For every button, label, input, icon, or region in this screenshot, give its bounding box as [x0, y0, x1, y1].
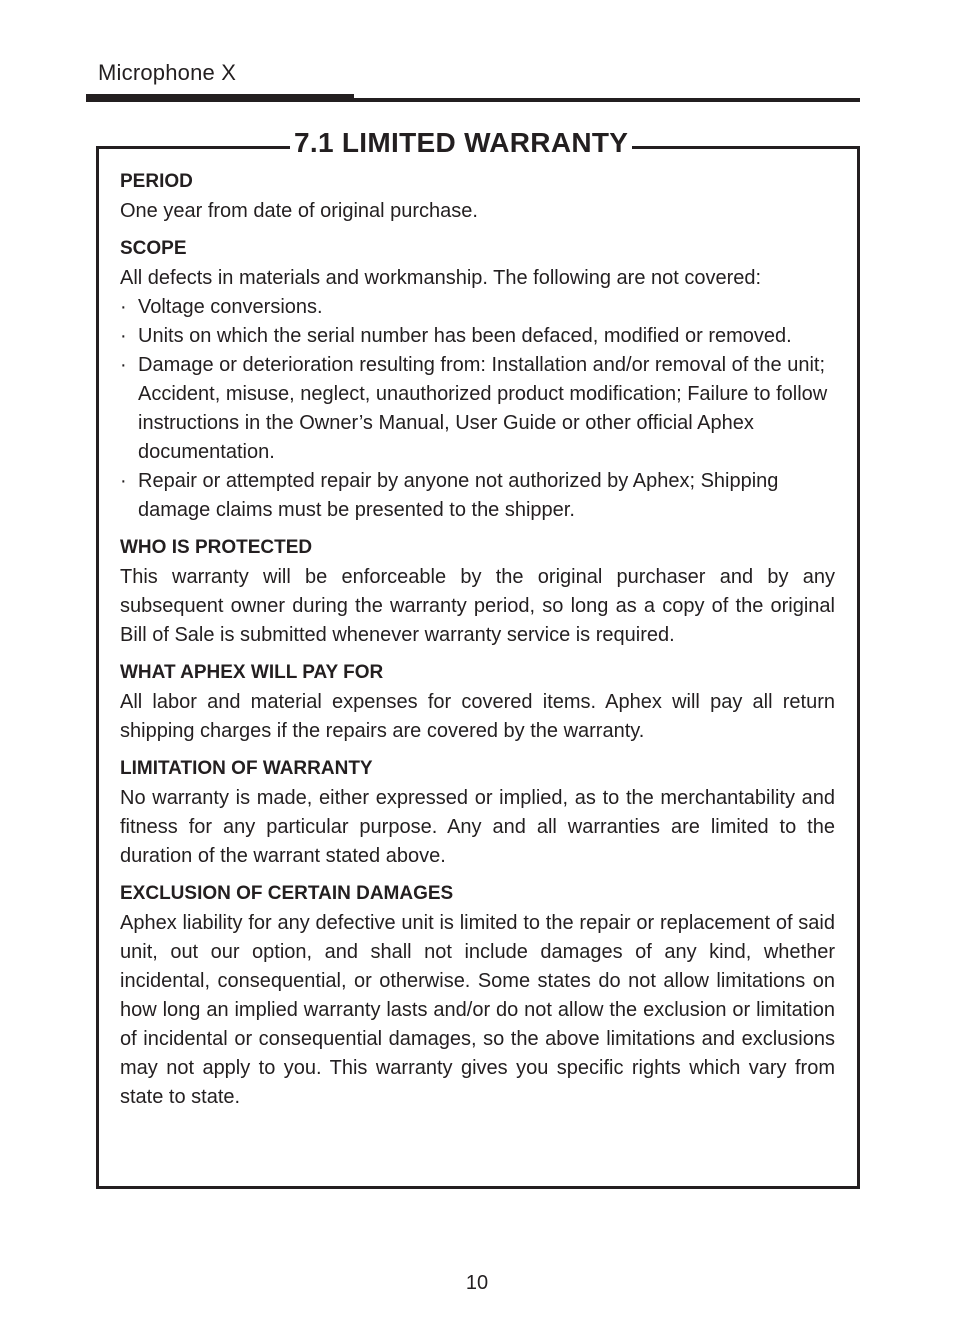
list-item: · Units on which the serial number has been defaced, modified or removed. [120, 322, 835, 351]
section-text: Aphex liability for any defective unit is limited to the repair or replacement of said unit, out our option, and shall not include damages of any kind, whether incidental, consequential, or otherwise. Some states do not allow limitations on how long an implied warranty lasts and/or do not allow the exclusion or limitation of incidental or consequential damages, so the above limitations and exclusions may not apply to you. This warranty gives you specific rights which vary from state to state. [120, 912, 835, 1108]
section-heading: PERIOD [120, 171, 193, 192]
list-item: · Damage or deterioration resulting from: Installation and/or removal of the unit; Accident, misuse, neglect, unauthorized product modification; Failure to follow instructions in the Owner’s Manual, User Guide or other official Aphex documentation. [120, 351, 835, 467]
section-heading: WHAT APHEX WILL PAY FOR [120, 662, 384, 683]
section-period [120, 170, 835, 226]
page-number: 10 [465, 1272, 489, 1294]
section-text: One year from date of original purchase. [120, 200, 478, 222]
section-heading: WHO IS PROTECTED [120, 537, 313, 558]
section-who-is-protected [120, 536, 835, 650]
section-text: All labor and material expenses for covered items. Aphex will pay all return shipping charges if the repairs are covered by the warranty. [120, 691, 835, 742]
warranty-content [120, 170, 835, 1123]
list-item: · Repair or attempted repair by anyone not authorized by Aphex; Shipping damage claims must be presented to the shipper. [120, 467, 835, 525]
exclusions-list [120, 293, 835, 525]
section-text: This warranty will be enforceable by the original purchaser and by any subsequent owner during the warranty period, so long as a copy of the original Bill of Sale is submitted whenever warranty service is required. [120, 566, 835, 646]
section-heading: LIMITATION OF WARRANTY [120, 758, 373, 779]
section-heading: EXCLUSION OF CERTAIN DAMAGES [120, 883, 454, 904]
header-title: Microphone X [98, 60, 237, 85]
section-limitation [120, 757, 835, 871]
warranty-title: 7.1 LIMITED WARRANTY [290, 127, 632, 159]
section-scope [120, 237, 835, 525]
section-exclusion [120, 882, 835, 1112]
section-text: All defects in materials and workmanship. The following are not covered: [120, 267, 762, 289]
list-item: · Voltage conversions. [120, 293, 835, 322]
section-heading: SCOPE [120, 238, 187, 259]
section-text: No warranty is made, either expressed or implied, as to the merchantability and fitness for any particular purpose. Any and all warranties are limited to the duration of the warrant stated above. [120, 787, 835, 867]
section-what-aphex-will-pay [120, 661, 835, 746]
header-rule [86, 98, 860, 102]
